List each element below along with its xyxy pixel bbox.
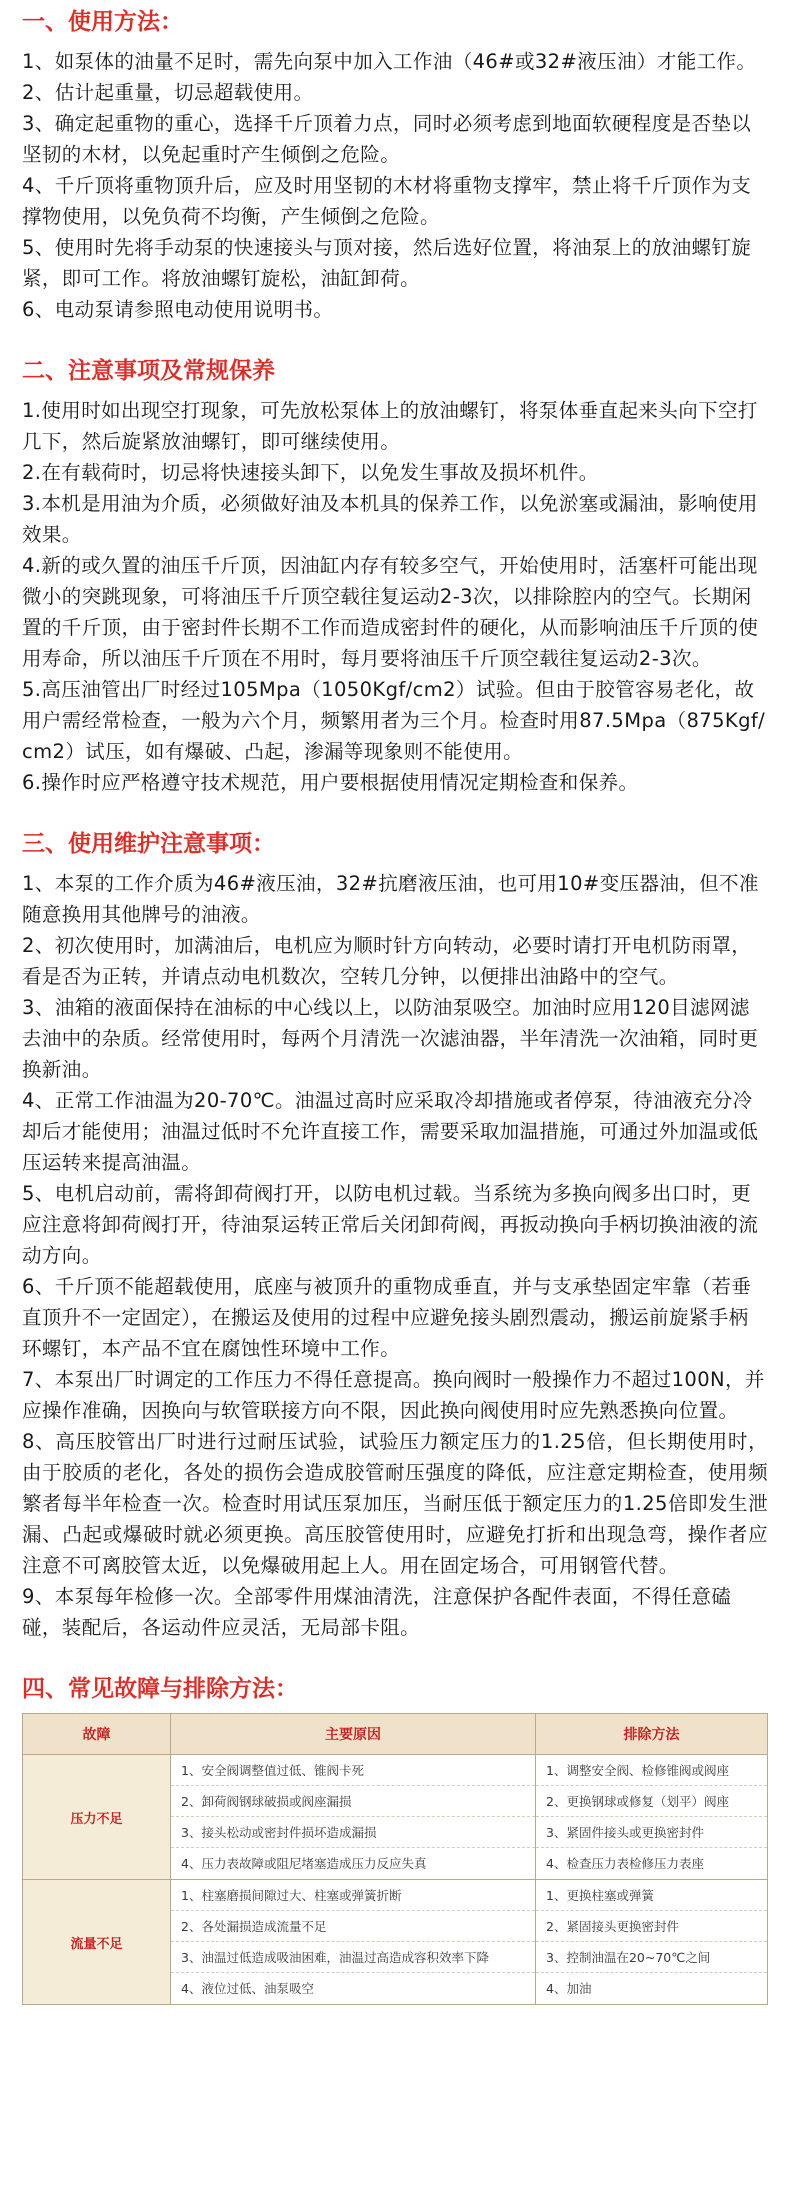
maintenance-item: 2、初次使用时，加满油后，电机应为顺时针方向转动，必要时请打开电机防雨罩，看是否为正转，并请点动电机数次，空转几分钟，以便排出油路中的空气。 xyxy=(22,934,752,988)
section-title-precautions: 二、注意事项及常规保养 xyxy=(22,358,275,384)
maintenance-item: 6、千斤顶不能超载使用，底座与被顶升的重物成垂直，并与支承垫固定牢靠（若垂直顶升不一定固定），在搬运及使用的过程中应避免接头剧烈震动，搬运前旋紧手柄环螺钉，本产品不宜在腐蚀性环境中工作。 xyxy=(22,1275,752,1360)
maintenance-item: 8、高压胶管出厂时进行过耐压试验，试验压力额定压力的1.25倍，但长期使用时，由于胶质的老化，各处的损伤会造成胶管耐压强度的降低，应注意定期检查，使用频繁者每半年检查一次。检查时用试压泵加压，当耐压低于额定压力的1.25倍即发生泄漏、凸起或爆破时就必须更换。高压胶管使用时，应避免打折和出现急弯，操作者应注意不可离胶管太近，以免爆破用起上人。用在固定场合，可用钢管代替。 xyxy=(22,1430,768,1577)
table-header-row xyxy=(23,1714,768,1755)
troubleshooting-table xyxy=(22,1713,768,2005)
remedy-line: 4、检查压力表检修压力表座 xyxy=(546,1856,704,1871)
remedy-line: 4、加油 xyxy=(546,1981,592,1996)
precaution-item: 3.本机是用油为介质，必须做好油及本机具的保养工作，以免淤塞或漏油，影响使用效果。 xyxy=(22,492,758,546)
fault-cell: 压力不足 xyxy=(23,1755,171,1880)
precaution-item: 2.在有载荷时，切忌将快速接头卸下，以免发生事故及损坏机件。 xyxy=(22,461,599,484)
maintenance-item: 4、正常工作油温为20-70℃。油温过高时应采取冷却措施或者停泵，待油液充分冷却后才能使用；油温过低时不允许直接工作，需要采取加温措施，可通过外加温或低压运转来提高油温。 xyxy=(22,1089,759,1174)
remedy-line: 2、紧固接头更换密封件 xyxy=(536,1911,767,1942)
troubleshooting-table-wrap xyxy=(22,1713,768,2005)
section-title-usage: 一、使用方法： xyxy=(22,9,183,35)
maintenance-item: 1、本泵的工作介质为46#液压油，32#抗磨液压油，也可用10#变压器油，但不准随意换用其他牌号的油液。 xyxy=(22,872,759,926)
cause-line: 2、各处漏损造成流量不足 xyxy=(171,1911,535,1942)
usage-item: 4、千斤顶将重物顶升后，应及时用坚韧的木材将重物支撑牢，禁止将千斤顶作为支撑物使用，以免负荷不均衡，产生倾倒之危险。 xyxy=(22,174,752,228)
cause-cell xyxy=(171,1755,536,1880)
maintenance-item: 3、油箱的液面保持在油标的中心线以上，以防油泵吸空。加油时应用120目滤网滤去油中的杂质。经常使用时，每两个月清洗一次滤油器，半年清洗一次油箱，同时更换新油。 xyxy=(22,996,759,1081)
section-title-troubleshooting: 四、常见故障与排除方法： xyxy=(22,1676,298,1702)
section-maintenance xyxy=(22,828,768,1643)
usage-item: 3、确定起重物的重心，选择千斤顶着力点，同时必须考虑到地面软硬程度是否垫以坚韧的木材，以免起重时产生倾倒之危险。 xyxy=(22,112,752,166)
usage-item: 1、如泵体的油量不足时，需先向泵中加入工作油（46#或32#液压油）才能工作。 xyxy=(22,50,757,73)
remedy-line: 3、控制油温在20~70℃之间 xyxy=(536,1942,767,1973)
precaution-item: 6.操作时应严格遵守技术规范，用户要根据使用情况定期检查和保养。 xyxy=(22,771,639,794)
header-cause: 主要原因 xyxy=(171,1714,536,1755)
section-title-maintenance: 三、使用维护注意事项： xyxy=(22,831,275,857)
remedy-cell xyxy=(536,1880,768,2005)
usage-item: 6、电动泵请参照电动使用说明书。 xyxy=(22,298,334,321)
cause-line: 3、油温过低造成吸油困难，油温过高造成容积效率下降 xyxy=(171,1942,535,1973)
remedy-line: 1、调整安全阀、检修锥阀或阀座 xyxy=(536,1755,767,1786)
precaution-item: 5.高压油管出厂时经过105Mpa（1050Kgf/cm2）试验。但由于胶管容易老化，故用户需经常检查，一般为六个月，频繁用者为三个月。检查时用87.5Mpa（875Kgf/cm2）试压，如有爆破、凸起，渗漏等现象则不能使用。 xyxy=(22,678,766,763)
maintenance-item: 9、本泵每年检修一次。全部零件用煤油清洗，注意保护各配件表面，不得任意磕碰，装配后，各运动件应灵活，无局部卡阻。 xyxy=(22,1585,732,1639)
usage-item: 5、使用时先将手动泵的快速接头与顶对接，然后选好位置，将油泵上的放油螺钉旋紧，即可工作。将放油螺钉旋松，油缸卸荷。 xyxy=(22,236,752,290)
remedy-line: 2、更换钢球或修复（划平）阀座 xyxy=(536,1786,767,1817)
section-troubleshooting xyxy=(22,1673,768,2005)
section-precautions xyxy=(22,355,768,798)
remedy-line: 1、更换柱塞或弹簧 xyxy=(536,1880,767,1911)
cause-line: 2、卸荷阀钢球破损或阀座漏损 xyxy=(171,1786,535,1817)
header-fault: 故障 xyxy=(23,1714,171,1755)
maintenance-item: 7、本泵出厂时调定的工作压力不得任意提高。换向阀时一般操作力不超过100N，并应操作准确，因换向与软管联接方向不限，因此换向阀使用时应先熟悉换向位置。 xyxy=(22,1368,765,1422)
table-row xyxy=(23,1880,768,2005)
cause-line: 4、液位过低、油泵吸空 xyxy=(181,1981,314,1996)
cause-cell xyxy=(171,1880,536,2005)
remedy-cell xyxy=(536,1755,768,1880)
cause-line: 4、压力表故障或阻尼堵塞造成压力反应失真 xyxy=(181,1856,427,1871)
header-remedy: 排除方法 xyxy=(536,1714,768,1755)
cause-line: 1、柱塞磨损间隙过大、柱塞或弹簧折断 xyxy=(171,1880,535,1911)
fault-cell: 流量不足 xyxy=(23,1880,171,2005)
remedy-line: 3、紧固件接头或更换密封件 xyxy=(536,1817,767,1848)
maintenance-item: 5、电机启动前，需将卸荷阀打开，以防电机过载。当系统为多换向阀多出口时，更应注意将卸荷阀打开，待油泵运转正常后关闭卸荷阀，再扳动换向手柄切换油液的流动方向。 xyxy=(22,1182,759,1267)
section-usage xyxy=(22,6,768,325)
precaution-item: 4.新的或久置的油压千斤顶，因油缸内存有较多空气，开始使用时，活塞杆可能出现微小的突跳现象，可将油压千斤顶空载往复运动2-3次，以排除腔内的空气。长期闲置的千斤顶，由于密封件长期不工作而造成密封件的硬化，从而影响油压千斤顶的使用寿命，所以油压千斤顶在不用时，每月要将油压千斤顶空载往复运动2-3次。 xyxy=(22,554,759,670)
cause-line: 1、安全阀调整值过低、锥阀卡死 xyxy=(171,1755,535,1786)
precaution-item: 1.使用时如出现空打现象，可先放松泵体上的放油螺钉，将泵体垂直起来头向下空打几下，然后旋紧放油螺钉，即可继续使用。 xyxy=(22,399,758,453)
usage-item: 2、估计起重量，切忌超载使用。 xyxy=(22,81,314,104)
cause-line: 3、接头松动或密封件损坏造成漏损 xyxy=(171,1817,535,1848)
table-row xyxy=(23,1755,768,1880)
